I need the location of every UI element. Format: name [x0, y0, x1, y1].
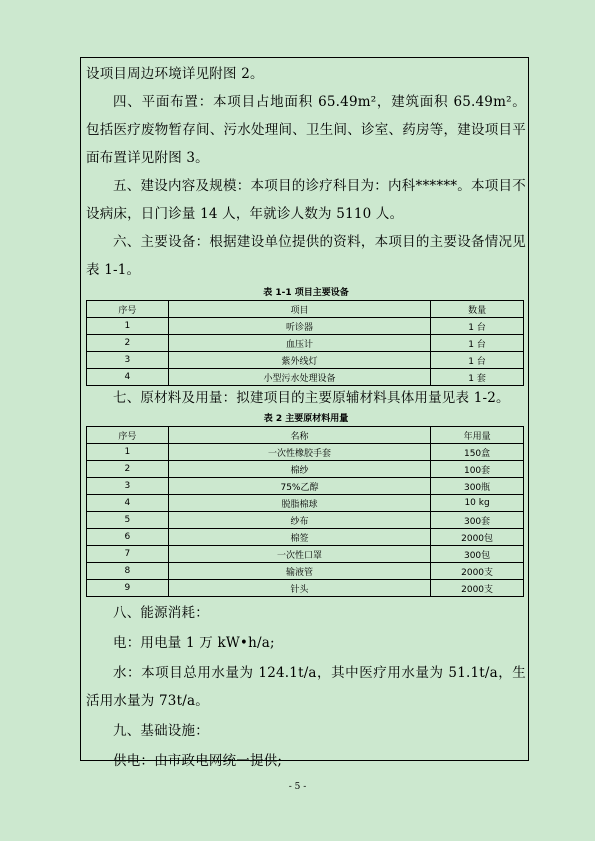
table-row	[87, 318, 524, 335]
table-cell: 紫外线灯	[168, 352, 430, 369]
paragraph-surroundings: 设项目周边环境详见附图 2。	[86, 66, 264, 82]
table-cell: 小型污水处理设备	[168, 369, 430, 386]
table-cell: 1 套	[431, 369, 524, 386]
table-cell: 2	[87, 335, 169, 352]
table-row	[87, 546, 524, 563]
table-cell: 棉纱	[168, 461, 430, 478]
table-cell: 一次性橡胶手套	[168, 444, 430, 461]
paragraph-equipment: 六、主要设备：根据建设单位提供的资料，本项目的主要设备情况见表 1-1。	[86, 234, 526, 278]
table-cell: 1	[87, 318, 169, 335]
table-row	[87, 529, 524, 546]
header-cell: 序号	[87, 427, 169, 444]
paragraph-power-supply: 供电：由市政电网统一提供;	[113, 753, 283, 769]
page-number: - 5 -	[288, 782, 307, 792]
table-cell: 9	[87, 580, 169, 597]
table-cell: 4	[87, 495, 169, 512]
header-cell: 序号	[87, 301, 169, 318]
table-row	[87, 512, 524, 529]
header-cell: 数量	[431, 301, 524, 318]
table-cell: 1 台	[431, 352, 524, 369]
table-header-row	[87, 427, 524, 444]
table-cell: 5	[87, 512, 169, 529]
table-cell: 听诊器	[168, 318, 430, 335]
table-cell: 150盒	[431, 444, 524, 461]
table-row	[87, 478, 524, 495]
table-cell: 300套	[431, 512, 524, 529]
header-cell: 项目	[168, 301, 430, 318]
table-cell: 100套	[431, 461, 524, 478]
table-cell: 8	[87, 563, 169, 580]
header-cell: 年用量	[431, 427, 524, 444]
table-cell: 脱脂棉球	[168, 495, 430, 512]
table-cell: 3	[87, 352, 169, 369]
table-cell: 6	[87, 529, 169, 546]
table1-caption: 表 1-1 项目主要设备	[263, 288, 349, 298]
table-cell: 10 kg	[431, 495, 524, 512]
paragraph-electricity: 电：用电量 1 万 kW•h/a;	[113, 635, 275, 651]
table-cell: 300包	[431, 546, 524, 563]
header-cell: 名称	[168, 427, 430, 444]
table-cell: 300瓶	[431, 478, 524, 495]
paragraph-infrastructure: 九、基础设施：	[113, 723, 209, 739]
table-cell: 4	[87, 369, 169, 386]
table-row	[87, 352, 524, 369]
table-cell: 血压计	[168, 335, 430, 352]
table-row	[87, 369, 524, 386]
table-cell: 2000包	[431, 529, 524, 546]
table-cell: 输液管	[168, 563, 430, 580]
table-cell: 一次性口罩	[168, 546, 430, 563]
materials-table	[86, 426, 524, 597]
table2-caption: 表 2 主要原材料用量	[263, 414, 349, 424]
table-row	[87, 563, 524, 580]
table-row	[87, 335, 524, 352]
equipment-table	[86, 300, 524, 386]
table-row	[87, 495, 524, 512]
table-cell: 3	[87, 478, 169, 495]
paragraph-scale: 五、建设内容及规模：本项目的诊疗科目为：内科******。本项目不设病床，日门诊量 14 人，年就诊人数为 5110 人。	[86, 178, 526, 222]
table-row	[87, 580, 524, 597]
table-cell: 7	[87, 546, 169, 563]
paragraph-water: 水：本项目总用水量为 124.1t/a，其中医疗用水量为 51.1t/a，生活用水量为 73t/a。	[86, 665, 526, 709]
paragraph-materials: 七、原材料及用量：拟建项目的主要原辅材料具体用量见表 1-2。	[113, 390, 510, 406]
paragraph-layout: 四、平面布置：本项目占地面积 65.49m²，建筑面积 65.49m²。包括医疗废物暂存间、污水处理间、卫生间、诊室、药房等，建设项目平面布置详见附图 3。	[86, 94, 526, 166]
table-row	[87, 444, 524, 461]
table-cell: 75%乙醇	[168, 478, 430, 495]
table-cell: 2	[87, 461, 169, 478]
table-row	[87, 461, 524, 478]
table-cell: 2000支	[431, 563, 524, 580]
table-cell: 棉签	[168, 529, 430, 546]
table-cell: 1	[87, 444, 169, 461]
table-cell: 2000支	[431, 580, 524, 597]
paragraph-energy: 八、能源消耗：	[113, 605, 209, 621]
table-cell: 针头	[168, 580, 430, 597]
table-cell: 1 台	[431, 335, 524, 352]
table-cell: 纱布	[168, 512, 430, 529]
table-cell: 1 台	[431, 318, 524, 335]
table-header-row	[87, 301, 524, 318]
document-body	[86, 60, 526, 775]
